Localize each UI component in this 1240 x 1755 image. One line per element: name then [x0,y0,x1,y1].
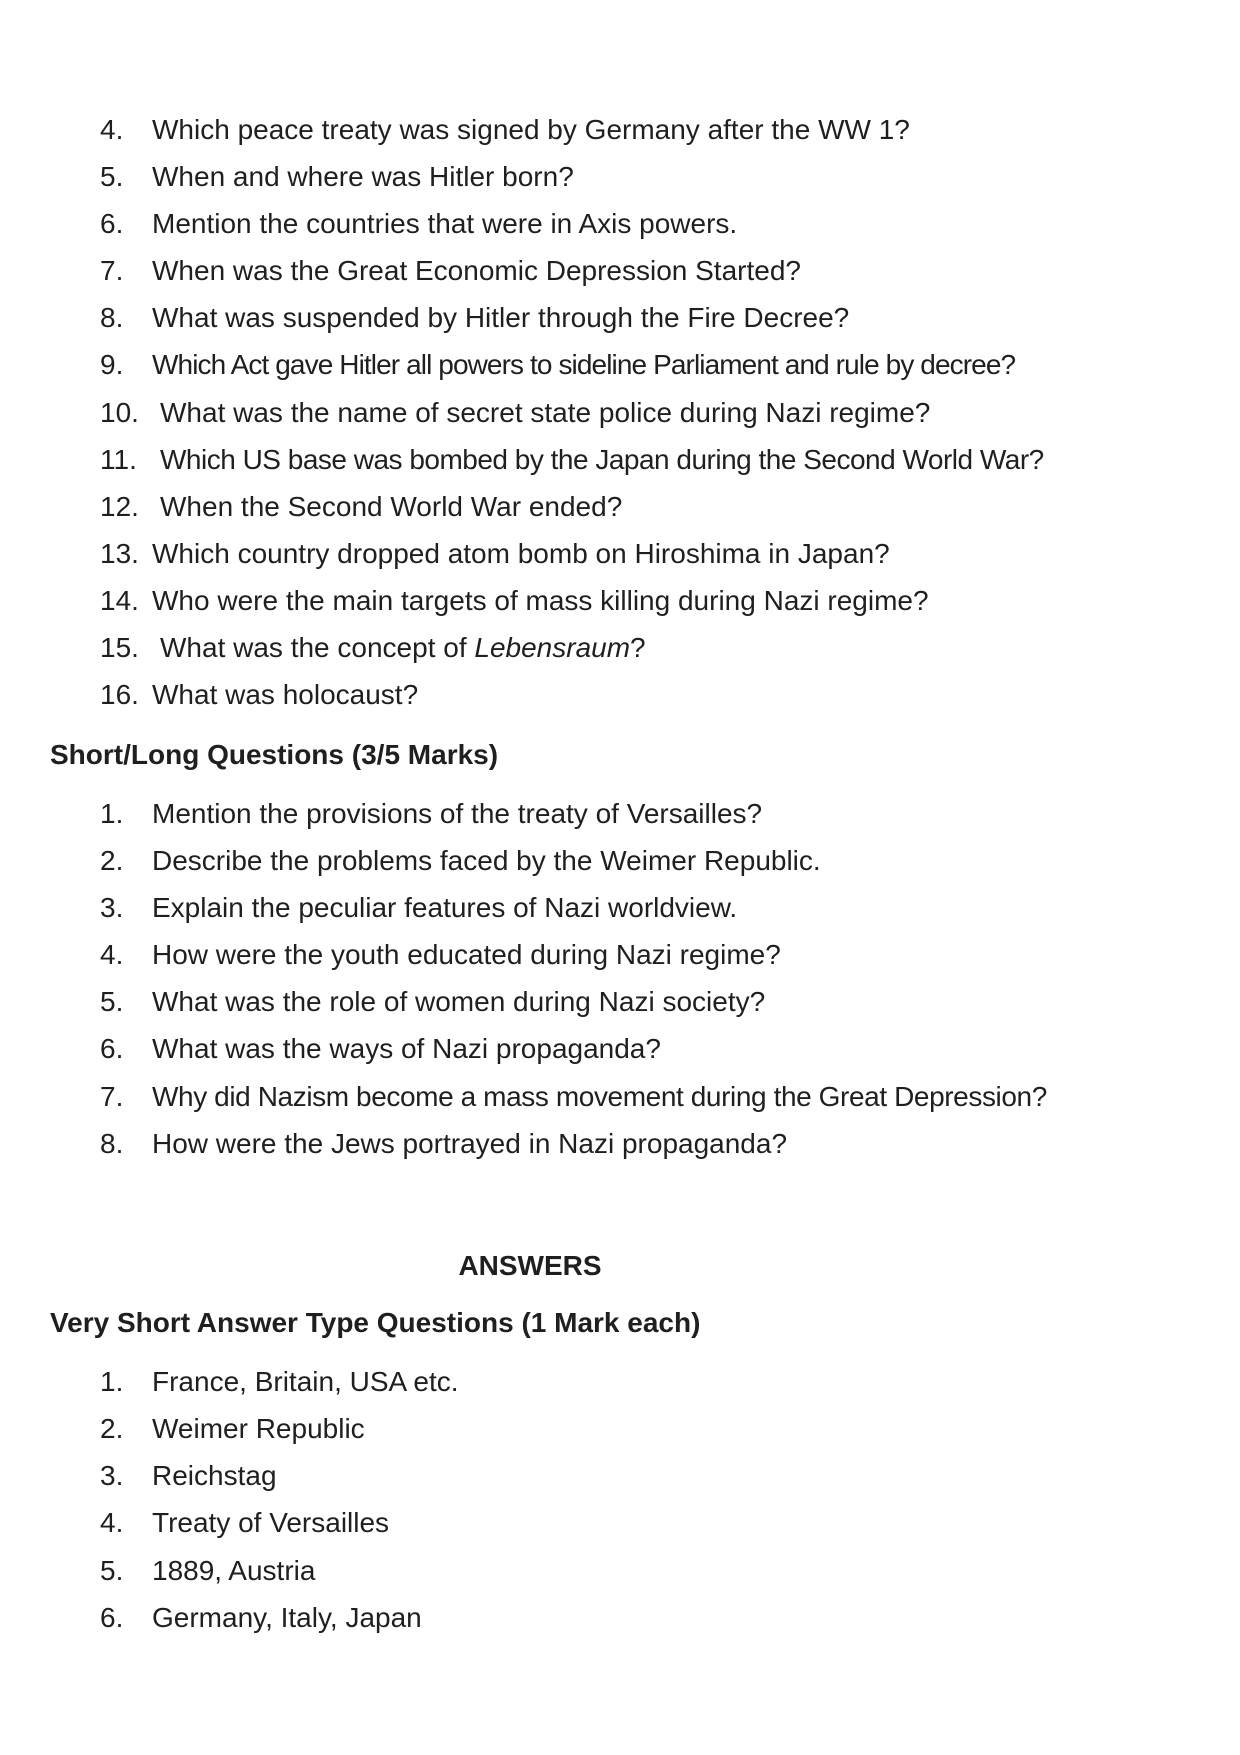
answer-text: Germany, Italy, Japan [152,1602,422,1633]
answer-text: Treaty of Versailles [152,1507,390,1538]
question-number: 4. [100,939,124,970]
question-number: 13. [100,538,139,569]
question-text: What was the ways of Nazi propaganda? [152,1033,661,1064]
answer-number: 6. [100,1602,124,1633]
question-number: 4. [100,114,124,145]
answer-text: France, Britain, USA etc. [152,1366,459,1397]
question-text: What was suspended by Hitler through the Fire Decree? [152,302,850,333]
question-number: 6. [100,1033,124,1064]
answer-number: 4. [100,1507,124,1538]
answer-number: 5. [100,1555,124,1586]
question-text: Which peace treaty was signed by Germany after the WW 1? [152,114,910,145]
answer-text: Weimer Republic [152,1413,365,1444]
question-number: 7. [100,1081,124,1112]
question-text: Explain the peculiar features of Nazi worldview. [152,892,738,923]
section-heading-answers: Very Short Answer Type Questions (1 Mark each) [50,1307,701,1338]
question-text: Which Act gave Hitler all powers to sideline Parliament and rule by decree? [152,349,1016,380]
answer-number: 3. [100,1460,124,1491]
question-number: 5. [100,161,124,192]
question-number: 5. [100,986,124,1017]
answer-text: Reichstag [152,1460,277,1491]
question-text: What was the concept of Lebensraum? [160,632,646,663]
question-text: What was the role of women during Nazi society? [152,986,766,1017]
question-text: Why did Nazism become a mass movement during the Great Depression? [152,1081,1047,1112]
question-text: Which country dropped atom bomb on Hiroshima in Japan? [152,538,890,569]
question-number: 9. [100,349,124,380]
question-number: 10. [100,397,139,428]
question-text: How were the youth educated during Nazi regime? [152,939,781,970]
question-number: 11. [100,444,137,475]
question-text: What was the name of secret state police during Nazi regime? [160,397,931,428]
question-number: 7. [100,255,124,286]
question-text: Which US base was bombed by the Japan during the Second World War? [160,444,1044,475]
question-number: 15. [100,632,139,663]
answers-title: ANSWERS [458,1250,602,1281]
question-number: 8. [100,1128,124,1159]
answer-number: 2. [100,1413,124,1444]
question-text: When was the Great Economic Depression Started? [152,255,801,286]
question-number: 8. [100,302,124,333]
question-text: When the Second World War ended? [160,491,623,522]
question-text: Mention the provisions of the treaty of Versailles? [152,798,763,829]
question-number: 14. [100,585,139,616]
question-number: 1. [100,798,124,829]
question-text: Mention the countries that were in Axis powers. [152,208,738,239]
question-number: 6. [100,208,124,239]
lebensraum-term: Lebensraum [474,632,631,663]
question-number: 12. [100,491,139,522]
question-number: 16. [100,679,139,710]
question-text: Who were the main targets of mass killing during Nazi regime? [152,585,929,616]
answer-text: 1889, Austria [152,1555,316,1586]
answer-number: 1. [100,1366,124,1397]
question-number: 2. [100,845,124,876]
question-number: 3. [100,892,124,923]
question-text: Describe the problems faced by the Weimer Republic. [152,845,821,876]
section-heading-short-long: Short/Long Questions (3/5 Marks) [50,739,499,770]
question-text: How were the Jews portrayed in Nazi propaganda? [152,1128,788,1159]
question-text: When and where was Hitler born? [152,161,574,192]
question-text: What was holocaust? [152,679,419,710]
